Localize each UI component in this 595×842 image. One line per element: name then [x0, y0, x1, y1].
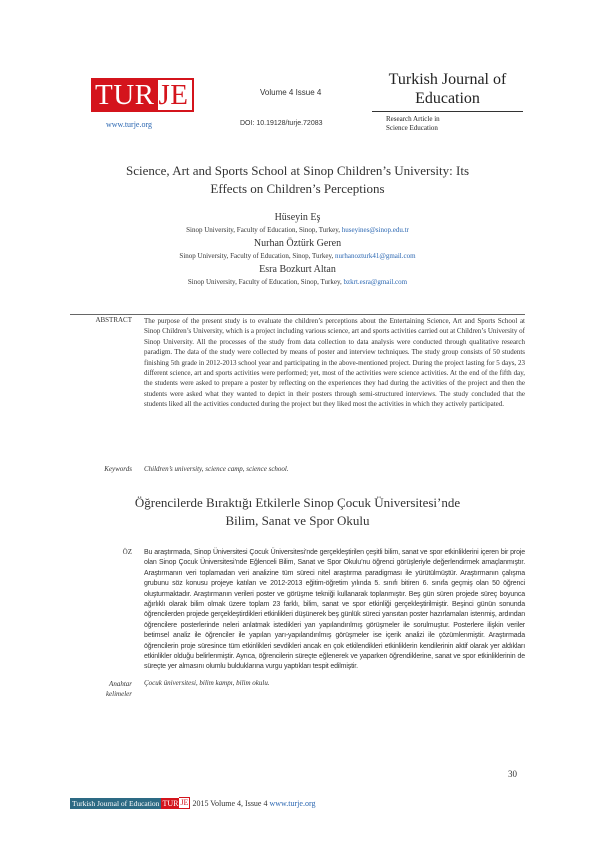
journal-logo — [91, 78, 194, 112]
author-email-link[interactable]: huseyines@sinop.edu.tr — [341, 226, 409, 234]
footer-issue-info: 2015 Volume 4, Issue 4 — [190, 798, 270, 808]
affiliation-text: Sinop University, Faculty of Education, Sinop, Turkey, — [179, 252, 336, 260]
paper-title-line-2: Effects on Children’s Perceptions — [210, 181, 385, 196]
author-affiliation-3 — [70, 278, 525, 286]
keywords-text: Children’s university, science camp, science school. — [144, 465, 289, 473]
turkish-title-line-2: Bilim, Sanat ve Spor Okulu — [225, 513, 370, 528]
page-number: 30 — [508, 769, 517, 779]
abstract-divider — [70, 314, 525, 315]
footer — [70, 797, 315, 809]
article-type — [386, 115, 440, 132]
abstract-text: The purpose of the present study is to evaluate the children’s perceptions about the Entertaining Science, Art and Sports School at Sinop Children’s University, which is a project including various science, art and sports activities carried out at Children’s University of Sinop University. All the processes of the study from data collection to data analysis were conducted through qualitative research paradigm. The data of the study were collected by means of poster and interview techniques. The study group consists of 50 students finishing 5th grade in 2012-2013 school year and participating in the above-mentioned project. During the project lasting for 5 days, 23 different science, art and sports activities were performed; yet, most of the activities were science activities. At the end of the fifth day, the students were asked to prepare a poster by reflecting on the experiences they had during the activities of the project and then the students were asked what they wanted to depict in their posters through semi-structured interviews. The study concluded that the students liked all the activities conducted during the project but they liked most the activities in which they actively participated. — [144, 317, 525, 409]
anahtar-label-line-1: Anahtar — [109, 680, 132, 688]
affiliation-text: Sinop University, Faculty of Education, Sinop, Turkey, — [187, 278, 344, 286]
logo-white-part: JE — [158, 78, 194, 112]
turkish-title-line-1: Öğrencilerde Bıraktığı Etkilerle Sinop Çocuk Üniversitesi’nde — [134, 495, 461, 510]
paper-title — [70, 162, 525, 198]
oz-label: ÖZ — [122, 548, 132, 556]
volume-issue: Volume 4 Issue 4 — [260, 88, 322, 97]
author-name-3: Esra Bozkurt Altan — [259, 264, 336, 275]
author-name-1: Hüseyin Eş — [274, 212, 321, 223]
author-affiliation-1 — [70, 226, 525, 234]
affiliation-text: Sinop University, Faculty of Education, Sinop, Turkey, — [186, 226, 342, 234]
article-type-line-2: Science Education — [386, 123, 438, 132]
anahtar-kelimeler-text: Çocuk üniversitesi, bilim kampı, bilim okulu. — [144, 679, 270, 687]
anahtar-label-line-2: kelimeler — [105, 690, 132, 698]
doi-text: DOI: 10.19128/turje.72083 — [240, 120, 323, 127]
oz-text: Bu araştırmada, Sinop Üniversitesi Çocuk Üniversitesi’nde gerçekleştirilen çeşitli bilim, sanat ve spor etkinliklerini içeren bir proje olan Sinop Çocuk Üniversitesi’nde Eğlenceli Bilim, Sanat ve Spor Okulu’nu öğrenci görüşleriyle değerlendirmek amaçlanmıştır. Araştırmanın veri toplamadan veri analizine tüm süreci nitel araştırma paradigması ile yürütülmüştür. Araştırmanın çalışma grubunu söz konusu projeye katılan ve 2012-2013 eğitim-öğretim yılında 5. sınıfı bitiren 6. sınıfa geçmiş olan 50 öğrenci oluşturmaktadır. Araştırmanın verileri poster ve görüşme tekniği kullanarak toplanmıştır. Beş gün süren projede süreç boyunca ağırlıklı olarak bilim olmak üzere toplam 23 farklı, bilim, sanat ve spor etkinliği gerçekleştirilmiştir. Beşinci günün sonunda öğrencilerden projede gerçekleştirdikleri etkinlikleri düşünerek beş günlük süreci yansıtan poster hazırlamaları istenmiş, ardından öğrencilere posterlerinde neleri anlatmak istedikleri yarı yapılandırılmış görüşmeler ile sorulmuştur. Posterlere ilişkin veriler betimsel analiz ile öğrenciler ile yapılan yarı-yapılandırılmış görüşmeler ise içerik analizi ile çözümlenmiştir. Araştırmada öğrencilerin proje süresince tüm etkinlikleri sevdikleri ancak en çok etkilendikleri etkinliklerin kendilerinin aktif olarak yer aldıkları etkinlikler olduğu belirlenmiştir. Ayrıca, öğrencilerin süreçte eğlenerek ve yaparken öğrendiklerine, sanat ve spor etkinliklerinin de süreçte yer almasını olumlu bulduklarına vurgu yaptıkları tespit edilmiştir. — [144, 549, 525, 671]
keywords-label: Keywords — [104, 465, 132, 473]
footer-journal-name: Turkish Journal of Education — [72, 798, 160, 808]
journal-title: Turkish Journal of Education — [388, 71, 507, 107]
footer-website-link[interactable]: www.turje.org — [269, 798, 316, 808]
author-affiliation-2 — [70, 252, 525, 260]
footer-logo-white: JE — [180, 798, 189, 807]
author-email-link[interactable]: bzkrt.esra@gmail.com — [343, 278, 408, 286]
author-email-link[interactable]: nurhanozturk41@gmail.com — [335, 252, 416, 260]
logo-red-part: TUR — [91, 78, 158, 112]
article-type-line-1: Research Article in — [386, 115, 440, 123]
header-divider — [372, 111, 523, 112]
journal-website-link[interactable]: www.turje.org — [106, 120, 152, 129]
anahtar-label — [70, 679, 132, 699]
author-name-2: Nurhan Öztürk Geren — [253, 238, 342, 249]
paper-title-line-1: Science, Art and Sports School at Sinop Children’s University: Its — [125, 163, 470, 178]
footer-logo-red: TUR — [162, 798, 179, 808]
abstract-label: ABSTRACT — [95, 316, 132, 324]
turkish-title — [70, 494, 525, 530]
